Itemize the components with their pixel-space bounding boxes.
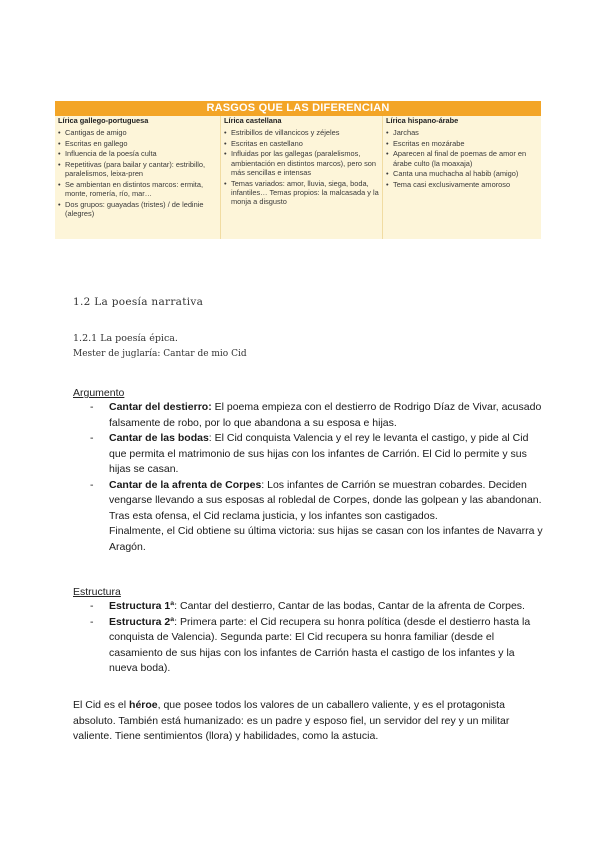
estructura-title: Estructura (73, 586, 121, 598)
section-heading-narrativa: 1.2 La poesía narrativa (73, 296, 204, 308)
item-text: : Cantar del destierro, Cantar de las bodas, Cantar de la afrenta de Corpes. (174, 600, 525, 612)
list-item: - Cantar de la afrenta de Corpes: Los infantes de Carrión se muestran cobardes. Deciden vengarse llevando a sus esposas al robledal de Corpes, donde las golpean y las abandonan. Tras esta ofensa, el Cid reclama justicia, y los infantes son castigados. Finalmente, el Cid obtiene su última victoria: sus hijas se casan con los infantes de Navarra y Aragón. (90, 478, 543, 553)
column-galaico-portuguesa (55, 116, 221, 239)
item-text: El poema empieza con el destierro de Rodrigo Díaz de Vivar, acusado falsamente de robo, por lo que abandona a su esposa e hijas. (109, 401, 542, 429)
paragraph-bold: héroe (129, 699, 158, 711)
item-label: Estructura 2ª (109, 615, 175, 628)
list-item: - Estructura 2ª: Primera parte: el Cid recupera su honra política (desde el destierro hasta la conquista de Valencia). Segunda parte: El Cid recupera su honra familiar (desde el casamiento de sus hijas con los infantes de Carrión hasta el castigo de los infantes y la nueva boda). (90, 615, 531, 674)
list-item: - Cantar de las bodas: El Cid conquista Valencia y el rey le levanta el castigo, y pide al Cid que permita el matrimonio de sus hijas con los infantes de Carrión. El Cid lo permite y sus hijas se casan. (90, 432, 529, 475)
column-header: Lírica castellana (224, 116, 282, 125)
list-item: - Estructura 1ª: Cantar del destierro, Cantar de las bodas, Cantar de la afrenta de Corpes. (90, 600, 525, 612)
argumento-title: Argumento (73, 387, 125, 399)
column-hispano-arabe (383, 116, 541, 239)
item-label: Cantar de las bodas (109, 432, 209, 444)
list-item: • Repetitivas (para bailar y cantar): estribillo, paralelismos, leixa-pren (58, 160, 217, 179)
list-item: • Influencia de la poesía culta (58, 149, 217, 158)
list-item: - Cantar del destierro: El poema empieza con el destierro de Rodrigo Díaz de Vivar, acusado falsamente de robo, por lo que abandona a su esposa e hijas. (90, 401, 542, 429)
list-item: • Temas variados: amor, lluvia, siega, boda, infantiles… Temas propios: la malcasada y la monja a disgusto (224, 179, 379, 207)
heroe-paragraph (73, 698, 543, 745)
paragraph-text: El Cid es el (73, 699, 130, 711)
list-item: • Escritas en castellano (224, 139, 379, 148)
table-title: RASGOS QUE LAS DIFERENCIAN (55, 101, 541, 116)
list-item: • Cantigas de amigo (58, 128, 217, 137)
column-header: Lírica hispano-árabe (386, 116, 459, 125)
item-label: Cantar del destierro: (109, 401, 212, 413)
list-item: • Estribillos de villancicos y zéjeles (224, 128, 379, 137)
list-item: • Escritas en mozárabe (386, 139, 538, 148)
list-item: • Tema casi exclusivamente amoroso (386, 180, 538, 189)
column-castellana (221, 116, 383, 239)
column-header: Lírica gallego-portuguesa (58, 116, 149, 125)
list-item: • Canta una muchacha al habib (amigo) (386, 169, 538, 178)
item-text-extra: Finalmente, el Cid obtiene su última victoria: sus hijas se casan con los infantes de Navarra y Aragón. (109, 525, 543, 553)
subsection-heading-epica: 1.2.1 La poesía épica. (73, 333, 178, 344)
list-item: • Aparecen al final de poemas de amor en árabe culto (la moaxaja) (386, 149, 538, 168)
list-item: • Se ambientan en distintos marcos: ermita, monte, romería, río, mar… (58, 180, 217, 199)
subheading-mester: Mester de juglaría: Cantar de mio Cid (73, 349, 247, 359)
argumento-list (73, 400, 543, 555)
item-label: Estructura 1ª (109, 600, 175, 612)
estructura-list (73, 599, 543, 677)
list-item: • Escritas en gallego (58, 139, 217, 148)
paragraph-text: , que posee todos los valores de un caballero valiente, y es el protagonista absoluto. También está humanizado: es un padre y esposo fiel, un servidor del rey y un militar valiente. Tiene sentimientos (llora) y habilidades, como la astucia. (73, 699, 510, 742)
list-item: • Influidas por las gallegas (paralelismos, ambientación en distintos marcos), pero son más sencillas e intensas (224, 149, 379, 177)
list-item: • Jarchas (386, 128, 538, 137)
item-label: Cantar de la afrenta de Corpes (109, 478, 262, 491)
item-text: : Primera parte: el Cid recupera su honra política (desde el destierro hasta la conquista de Valencia). Segunda parte: El Cid recupera su honra familiar (desde el casamiento de sus hijas con los infantes de Carrión hasta el castigo de los infantes y la nueva boda). (109, 615, 531, 674)
list-item: • Dos grupos: guayadas (tristes) / de ledinie (alegres) (58, 200, 217, 219)
rasgos-table (55, 101, 541, 239)
item-text: : El Cid conquista Valencia y el rey le levanta el castigo, y pide al Cid que permita el matrimonio de sus hijas con los infantes de Carrión. El Cid lo permite y sus hijas se casan. (109, 432, 529, 475)
item-text: : Los infantes de Carrión se muestran cobardes. Deciden vengarse llevando a sus esposas al robledal de Corpes, donde las golpean y las abandonan. Tras esta ofensa, el Cid reclama justicia, y los infantes son castigados. (109, 478, 542, 522)
